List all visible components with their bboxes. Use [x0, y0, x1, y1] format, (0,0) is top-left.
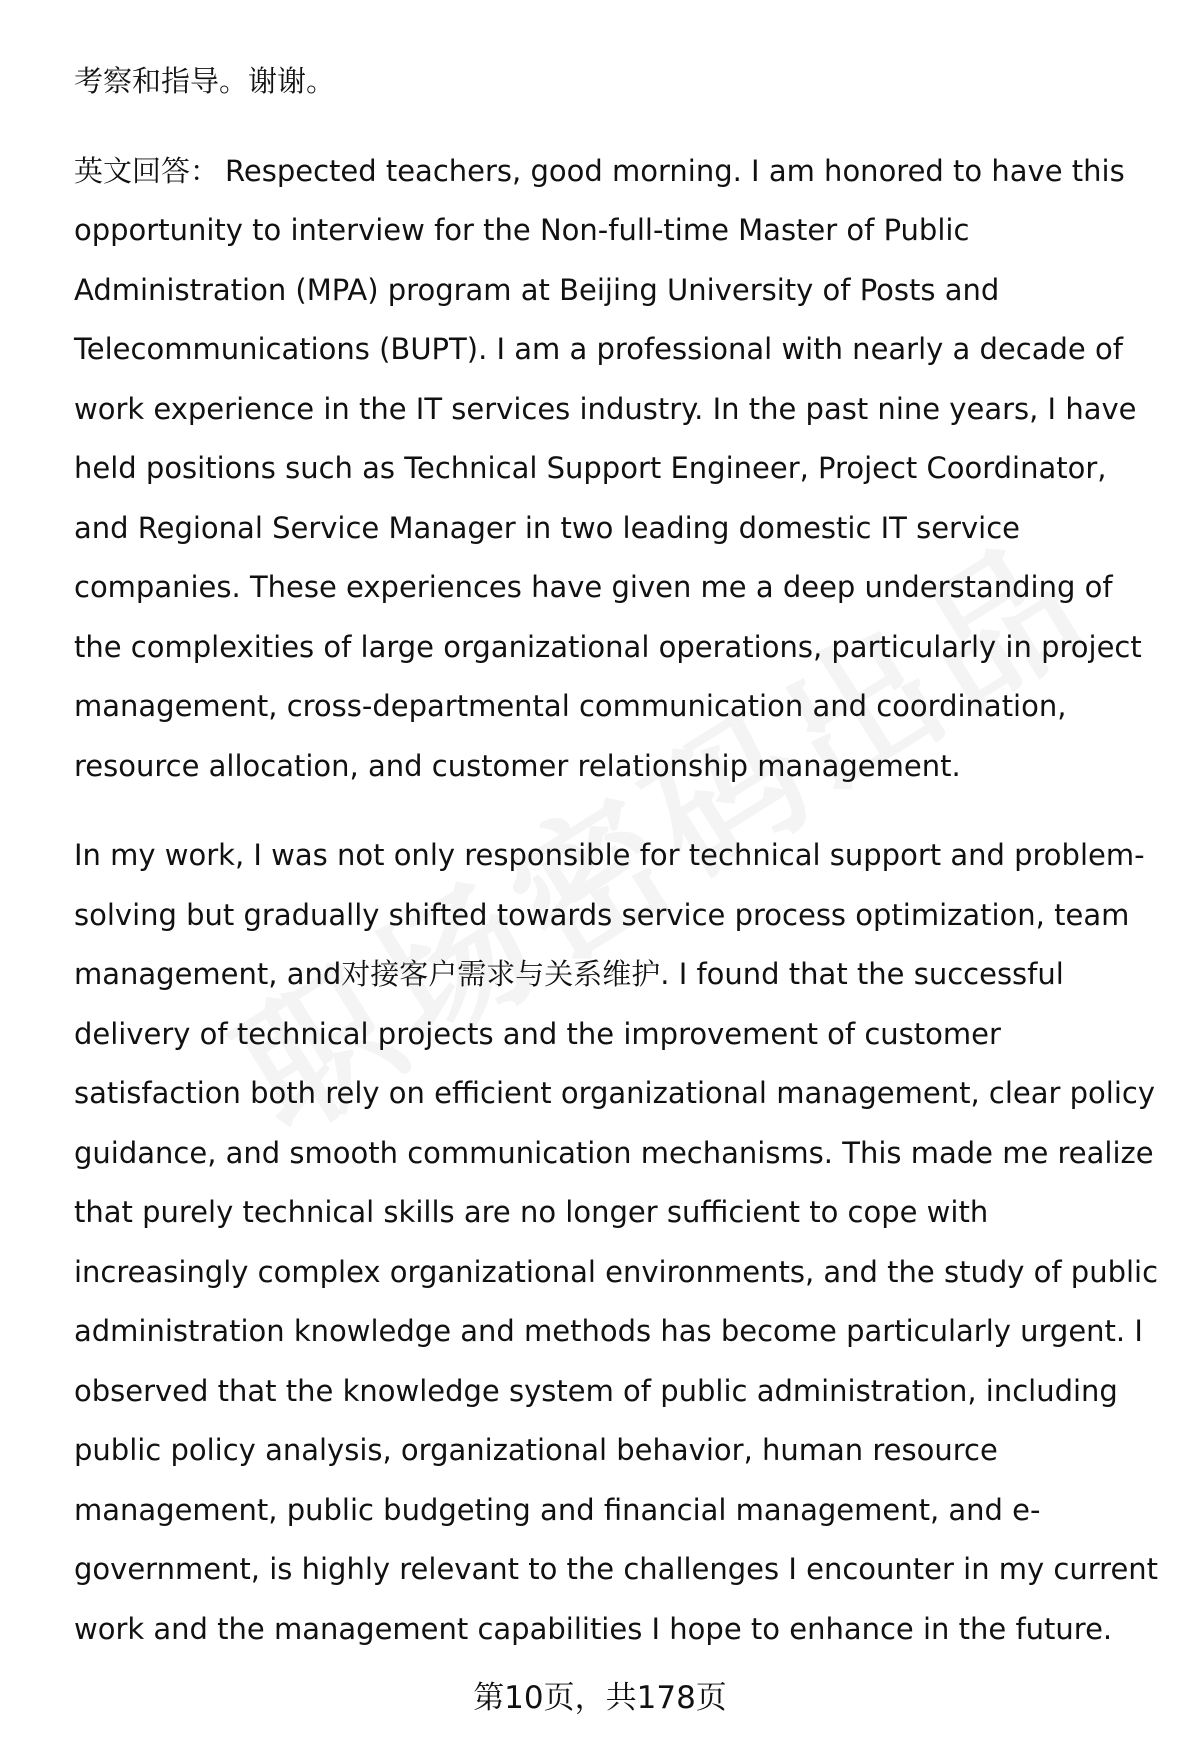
- intro-fragment: 考察和指导。谢谢。: [74, 64, 336, 98]
- answer-label: 英文回答：: [74, 153, 220, 188]
- answer-paragraph-2: In my work, I was not only responsible for technical support and problem-solving but gradually shifted towards service process optimization, team management, and对接客户需求与关系维护. I found that the successful delivery of technical projects and the improvement of customer satisfaction both rely on efficient organizational management, clear policy guidance, and smooth communication mechanisms. This made me realize that purely technical skills are no longer sufficient to cope with increasingly complex organizational environments, and the study of public administration knowledge and methods has become particularly urgent. I observed that the knowledge system of public administration, including public policy analysis, organizational behavior, human resource management, public budgeting and financial management, and e-government, is highly relevant to the challenges I encounter in my current work and the management capabilities I hope to enhance in the future.: [74, 838, 1159, 1646]
- page-number: 第10页，共178页: [473, 1680, 727, 1716]
- document-body: [74, 52, 1164, 1659]
- answer-paragraph-1: [74, 142, 1164, 797]
- answer-paragraph-1-text: Respected teachers, good morning. I am honored to have this opportunity to interview for the Non-full-time Master of Public Administration (MPA) program at Beijing University of Posts and Telecommunications (BUPT). I am a professional with nearly a decade of work experience in the IT services industry. In the past nine years, I have held positions such as Technical Support Engineer, Project Coordinator, and Regional Service Manager in two leading domestic IT service companies. These experiences have given me a deep understanding of the complexities of large organizational operations, particularly in project management, cross-departmental communication and coordination, resource allocation, and customer relationship management.: [74, 153, 1142, 783]
